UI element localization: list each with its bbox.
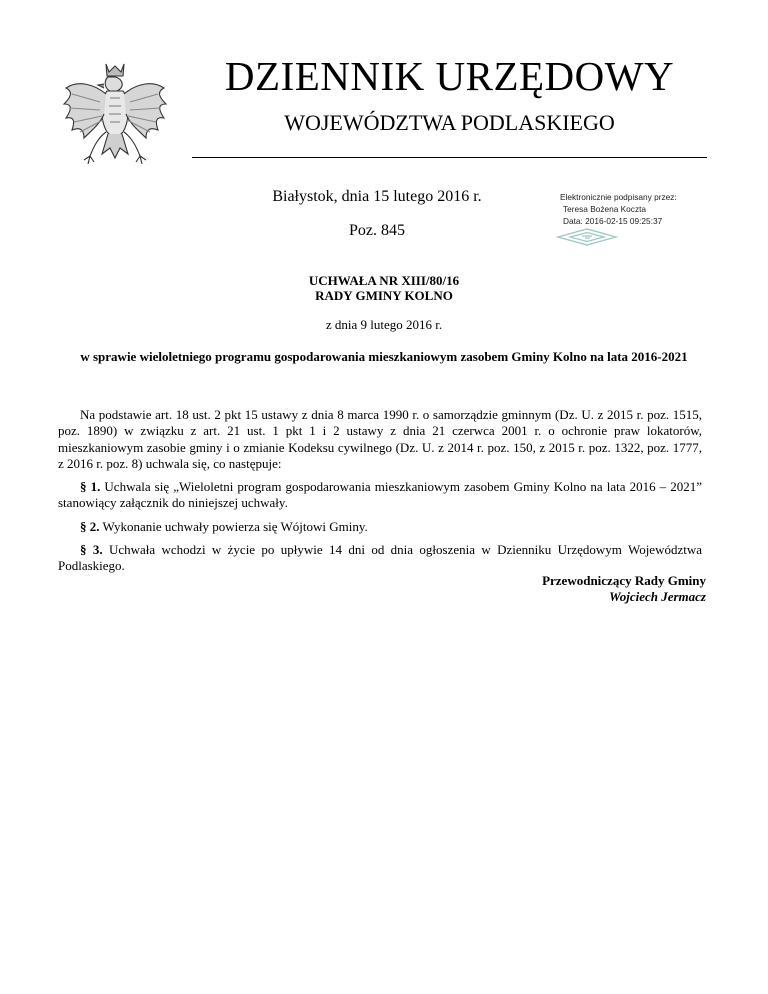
place-and-date: Białystok, dnia 15 lutego 2016 r. [272, 188, 482, 205]
signer-name: Wojciech Jermacz [609, 589, 706, 604]
resolution-number: UCHWAŁA NR XIII/80/16 [308, 273, 460, 288]
resolution-subject: w sprawie wieloletniego programu gospodarowania mieszkaniowym zasobem Gminy Kolno na lata 2016-2021 [80, 349, 688, 364]
section-text: Uchwala się „Wieloletni program gospodarowania mieszkaniowym zasobem Gminy Kolno na lata 2016 – 2021” stanowiący załącznik do niniejszej uchwały. [58, 479, 702, 511]
signature-date: Data: 2016-02-15 09:25:37 [563, 216, 663, 226]
journal-subtitle: WOJEWÓDZTWA PODLASKIEGO [284, 110, 615, 135]
section-mark: § 3. [80, 542, 103, 558]
section-mark: § 1. [80, 479, 101, 495]
signature-signer: Teresa Bożena Koczta [563, 204, 647, 214]
section-3 [58, 542, 702, 575]
signature-block [542, 573, 706, 605]
section-1 [58, 479, 702, 512]
section-text: Uchwała wchodzi w życie po upływie 14 dni od dnia ogłoszenia w Dzienniku Urzędowym Województwa Podlaskiego. [58, 542, 703, 574]
electronic-signature-stamp [560, 191, 740, 227]
signature-seal-icon [556, 228, 618, 246]
section-2 [58, 519, 702, 535]
section-mark: § 2. [80, 518, 100, 534]
polish-eagle-emblem-icon [60, 58, 170, 176]
resolution-issuer: RADY GMINY KOLNO [315, 288, 453, 303]
resolution-date: z dnia 9 lutego 2016 r. [325, 317, 443, 332]
signature-label: Elektronicznie podpisany przez: [560, 192, 677, 202]
preamble: Na podstawie art. 18 ust. 2 pkt 15 ustawy z dnia 8 marca 1990 r. o samorządzie gminnym (Dz. U. z 2015 r. poz. 1515, poz. 1890) w związku z art. 21 ust. 1 pkt 1 i 2 ustawy z dnia 21 czerwca 2001 r. o ochronie praw lokatorów, mieszkaniowym zasobie gminy i o zmianie Kodeksu cywilnego (Dz. U. z 2014 r. poz. 150, z 2015 r. poz. 1322, poz. 1777, z 2016 r. poz. 8) uchwala się, co następuje: [58, 407, 702, 471]
position-number: Poz. 845 [349, 222, 405, 239]
signer-role: Przewodniczący Rady Gminy [542, 573, 706, 588]
header-divider [192, 157, 707, 158]
resolution-body [58, 407, 702, 582]
section-text: Wykonanie uchwały powierza się Wójtowi Gminy. [102, 518, 368, 534]
journal-title: DZIENNIK URZĘDOWY [224, 53, 675, 99]
